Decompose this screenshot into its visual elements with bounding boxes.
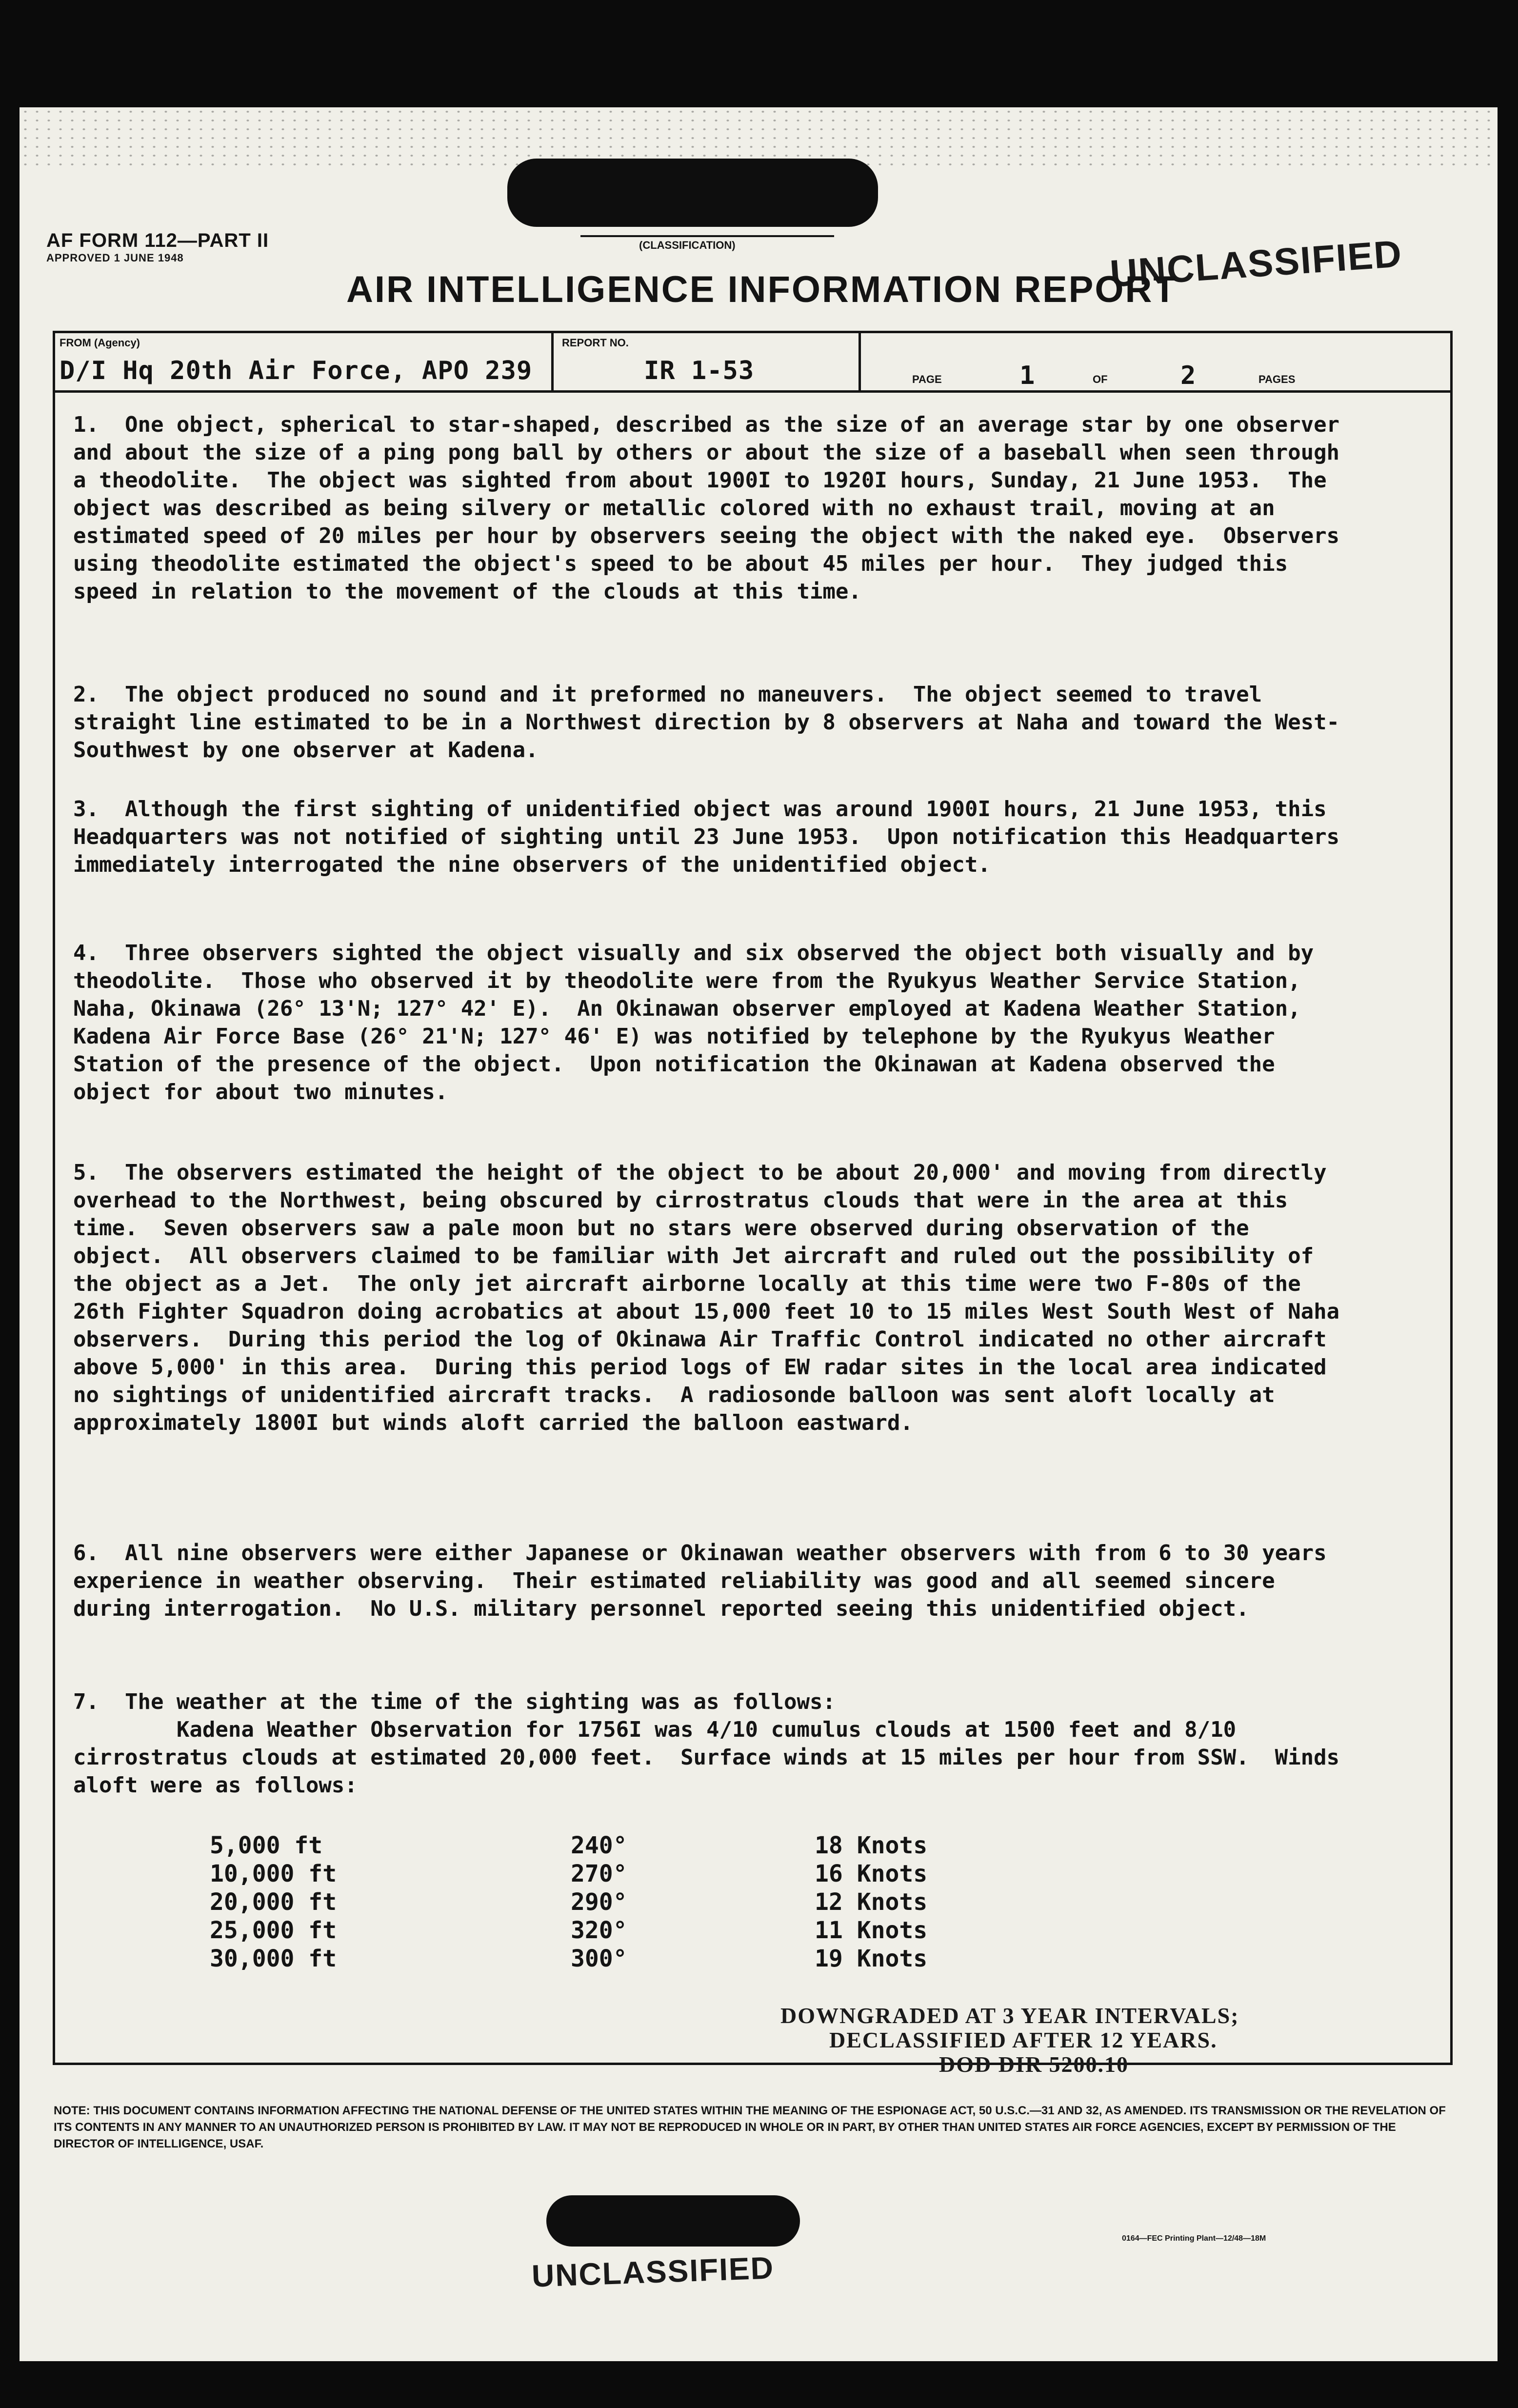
wind-speed: 18 Knots <box>815 1832 928 1859</box>
from-value: D/I Hq 20th Air Force, APO 239 <box>60 356 533 385</box>
wind-altitude: 25,000 ft <box>210 1917 337 1944</box>
espionage-act-notice: NOTE: THIS DOCUMENT CONTAINS INFORMATION AFFECTING THE NATIONAL DEFENSE OF THE UNITED STATES WITHIN THE MEANING OF THE ESPIONAGE ACT, 50 U.S.C.—31 AND 32, AS AMENDED. ITS TRANSMISSION OR THE REVELATION OF ITS CONTENTS IN ANY MANNER TO AN UNAUTHORIZED PERSON IS PROHIBITED BY LAW. IT MAY NOT BE REPRODUCED IN WHOLE OR IN PART, BY OTHER THAN UNITED STATES AIR FORCE AGENCIES, EXCEPT BY PERMISSION OF THE DIRECTOR OF INTELLIGENCE, USAF. <box>54 2104 1446 2150</box>
wind-speed: 19 Knots <box>815 1945 928 1972</box>
wind-direction: 290° <box>571 1888 627 1916</box>
wind-direction: 320° <box>571 1917 627 1944</box>
page-value: 1 <box>1019 361 1036 390</box>
unclassified-stamp-top: UNCLASSIFIED <box>1108 232 1404 295</box>
report-no-value: IR 1-53 <box>644 356 755 385</box>
from-label: FROM (Agency) <box>60 337 140 349</box>
classification-rule <box>580 235 834 237</box>
unclassified-stamp-bottom: UNCLASSIFIED <box>531 2250 775 2294</box>
wind-speed: 11 Knots <box>815 1917 928 1944</box>
wind-altitude: 20,000 ft <box>210 1888 337 1916</box>
downgrade-line-1: DOWNGRADED AT 3 YEAR INTERVALS; <box>780 2003 1239 2028</box>
of-value: 2 <box>1180 361 1197 390</box>
paragraph-2: 2. The object produced no sound and it preformed no maneuvers. The object seemed to travel straight line estimated to be in a Northwest direction by 8 observers at Naha and toward the West-Southwest by one observer at Kadena. <box>73 682 1340 763</box>
paragraph-3: 3. Although the first sighting of unidentified object was around 1900I hours, 21 June 1953, this Headquarters was not notified of sighting until 23 June 1953. Upon notification this Headquarters immediately interrogated the nine observers of the unidentified object. <box>73 797 1353 877</box>
report-no-label: REPORT NO. <box>562 337 629 349</box>
wind-direction: 240° <box>571 1832 627 1859</box>
paragraph-4: 4. Three observers sighted the object visually and six observed the object both visually and by theodolite. Those who observed it by theodolite were from the Ryukyus Weather Service Station, Naha, Okinawa (26° 13'N; 127° 42' E). An Okinawan observer employed at Kadena Weather Station, Kadena Air Force Base (26° 21'N; 127° 46' E) was notified by telephone by the Ryukyus Weather Station of the presence of the object. Upon notification the Okinawan at Kadena observed the object for about two minutes. <box>73 941 1327 1104</box>
paragraph-6: 6. All nine observers were either Japanese or Okinawan weather observers with from 6 to 30 years experience in weather observing. Their estimated reliability was good and all seemed sincere during interrogation. No U.S. military personnel reported seeing this unidentified object. <box>73 1541 1340 1621</box>
classification-label: (CLASSIFICATION) <box>639 239 736 251</box>
paragraph-7: 7. The weather at the time of the sighting was as follows: Kadena Weather Observation for 1756I was 4/10 cumulus clouds at 1500 feet and 8/10 cirrostratus clouds at estimated 20,000 feet. Surface winds at 15 miles per hour from SSW. Winds aloft were as follows: <box>73 1689 1340 1798</box>
downgrade-line-2: DECLASSIFIED AFTER 12 YEARS. <box>829 2027 1218 2052</box>
form-id: AF FORM 112—PART II <box>46 230 269 251</box>
wind-altitude: 5,000 ft <box>210 1832 323 1859</box>
page-label: PAGE <box>912 373 942 385</box>
of-label: OF <box>1093 373 1108 385</box>
header-col-divider-1 <box>551 331 554 393</box>
wind-direction: 300° <box>571 1945 627 1972</box>
wind-direction: 270° <box>571 1860 627 1887</box>
approval-date: APPROVED 1 JUNE 1948 <box>46 252 184 264</box>
header-row-divider <box>53 390 1453 393</box>
report-title: AIR INTELLIGENCE INFORMATION REPORT <box>346 269 1178 310</box>
printer-line: 0164—FEC Printing Plant—12/48—18M <box>1122 2234 1266 2243</box>
wind-altitude: 30,000 ft <box>210 1945 337 1972</box>
pages-label: PAGES <box>1258 373 1296 385</box>
form-identifier <box>46 229 269 264</box>
header-col-divider-2 <box>859 331 861 393</box>
wind-speed: 12 Knots <box>815 1888 928 1916</box>
document-page <box>20 107 1498 2361</box>
paragraph-5: 5. The observers estimated the height of the object to be about 20,000' and moving from directly overhead to the Northwest, being obscured by cirrostratus clouds that were in the area at this time. Seven observers saw a pale moon but no stars were observed during observation of the object. All observers claimed to be familiar with Jet aircraft and ruled out the possibility of the object as a Jet. The only jet aircraft airborne locally at this time were two F-80s of the 26th Fighter Squadron doing acrobatics at about 15,000 feet 10 to 15 miles West South West of Naha observers. During this period the log of Okinawa Air Traffic Control indicated no other aircraft above 5,000' in this area. During this period logs of EW radar sites in the local area indicated no sightings of unidentified aircraft tracks. A radiosonde balloon was sent aloft locally at approximately 1800I but winds aloft carried the balloon eastward. <box>73 1160 1353 1435</box>
wind-speed: 16 Knots <box>815 1860 928 1887</box>
wind-altitude: 10,000 ft <box>210 1860 337 1887</box>
redaction-bottom <box>546 2195 800 2247</box>
paragraph-1: 1. One object, spherical to star-shaped, described as the size of an average star by one observer and about the size of a ping pong ball by others or about the size of a baseball when seen through a theodolite. The object was sighted from about 1900I to 1920I hours, Sunday, 21 June 1953. The object was described as being silvery or metallic colored with no exhaust trail, moving at an estimated speed of 20 miles per hour by observers seeing the object with the naked eye. Observers using theodolite estimated the object's speed to be about 45 miles per hour. They judged this speed in relation to the movement of the clouds at this time. <box>73 412 1353 604</box>
downgrade-line-3: DOD DIR 5200.10 <box>939 2052 1129 2077</box>
redaction-top <box>507 159 878 227</box>
